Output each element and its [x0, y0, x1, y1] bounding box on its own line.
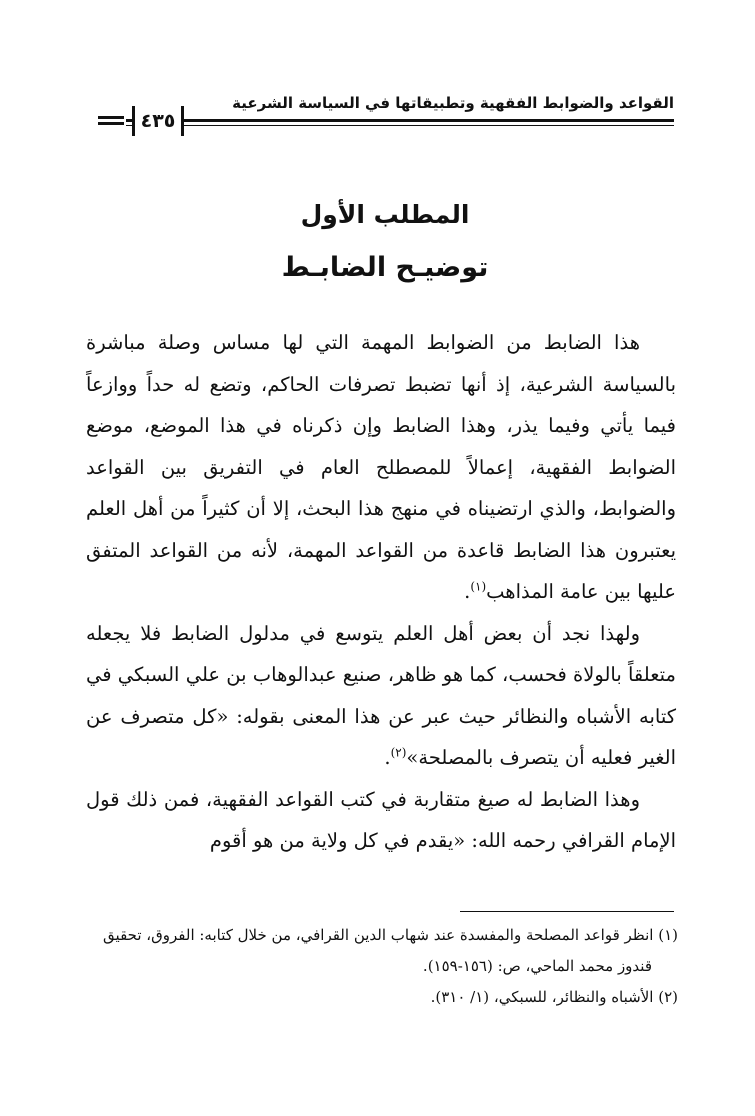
paragraph-3-text: وهذا الضابط له صيغ متقاربة في كتب القواعد الفقهية، فمن ذلك قول الإمام القرافي رحمه الله: «يقدم في كل ولاية من هو أقوم — [86, 787, 676, 852]
section-heading: المطلب الأول — [300, 200, 470, 229]
footnote-1-continuation — [86, 951, 678, 982]
topic-heading: توضيـح الضابـط — [281, 252, 489, 283]
paragraph-1 — [86, 322, 676, 613]
page-number: ٤٣٥ — [132, 106, 184, 136]
footnotes — [86, 920, 678, 1013]
paragraph-1-text: هذا الضابط من الضوابط المهمة التي لها مساس وصلة مباشرة بالسياسة الشرعية، إذ أنها تضبط تصرفات الحاكم، وتضع له حداً ووازعاً فيما يأتي وفيما يذر، وهذا الضابط وإن ذكرناه في هذا الموضع، موضع الضوابط الفقهية، إعمالاً للمصطلح العام في التفريق بين القواعد والضوابط، والذي ارتضيناه في منهج هذا البحث، إلا أن كثيراً من أهل العلم يعتبرون هذا الضابط قاعدة من القواعد المهمة، لأنه من القواعد المتفق عليها بين عامة المذاهب — [86, 331, 676, 603]
paragraph-2 — [86, 613, 676, 779]
footnote-1-text: (١) انظر قواعد المصلحة والمفسدة عند شهاب الدين القرافي، من خلال كتابه: الفروق، تحقيق — [103, 926, 678, 944]
header-title: القواعد والضوابط الفقهية وتطبيقاتها في السياسة الشرعية — [224, 94, 674, 112]
footnote-ref-1: (١) — [470, 579, 487, 594]
paragraph-2-text: ولهذا نجد أن بعض أهل العلم يتوسع في مدلول الضابط فلا يجعله متعلقاً بالولاة فحسب، كما هو ظاهر، صنيع عبدالوهاب بن علي السبكي في كتابه الأشباه والنظائر حيث عبر عن هذا المعنى بقوله: «كل متصرف عن الغير فعليه أن يتصرف بالمصلحة» — [86, 621, 676, 769]
footnote-ref-2: (٢) — [390, 745, 407, 760]
paragraph-2-end: . — [384, 746, 391, 769]
footnote-2-text: (٢) الأشباه والنظائر، للسبكي، (١/ ٣١٠). — [430, 988, 678, 1006]
paragraph-3 — [86, 779, 676, 862]
running-header — [96, 92, 674, 132]
body-text — [86, 322, 676, 862]
footnote-separator — [460, 911, 674, 912]
paragraph-1-end: . — [464, 580, 471, 603]
header-double-dash — [96, 115, 126, 127]
footnote-2 — [86, 982, 678, 1013]
footnote-1-cont-text: قندوز محمد الماحي، ص: (١٥٦-١٥٩). — [422, 957, 652, 975]
footnote-1 — [86, 920, 678, 951]
